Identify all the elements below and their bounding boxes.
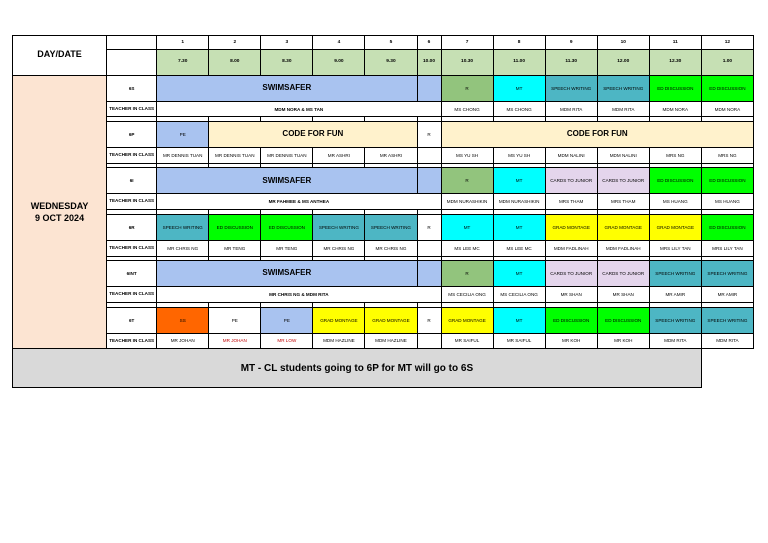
- period-time: 9.30: [365, 49, 417, 75]
- teacher-cell: MR FAHMEE & MS ANTHEA: [157, 194, 441, 210]
- teacher-cell: MDM FADLINAH: [545, 240, 597, 256]
- period-number: 10: [597, 36, 649, 50]
- teacher-cell: MRS NG: [649, 148, 701, 164]
- period-time: 12.00: [597, 49, 649, 75]
- period-number: 2: [209, 36, 261, 50]
- teacher-cell: MDM NURASHIKIN: [493, 194, 545, 210]
- period-number: 8: [493, 36, 545, 50]
- subject-cell: SWIMSAFER: [157, 75, 417, 101]
- teacher-cell: MDM RITA: [649, 333, 701, 349]
- period-number: 7: [441, 36, 493, 50]
- teacher-cell: MDM FADLINAH: [597, 240, 649, 256]
- subject-cell: SPEECH WRITING: [313, 214, 365, 240]
- subject-cell: MT: [493, 214, 545, 240]
- teacher-cell: MS CHONG: [493, 101, 545, 117]
- teacher-cell: MRS NG: [701, 148, 753, 164]
- teacher-cell: MDM NORA: [649, 101, 701, 117]
- teacher-cell: MR CHRIS NG: [365, 240, 417, 256]
- subject-cell: R: [417, 214, 441, 240]
- class-name: 6I: [107, 168, 157, 194]
- teacher-in-class-label: TEACHER IN CLASS: [107, 240, 157, 256]
- teacher-cell: MS YU SH: [493, 148, 545, 164]
- teacher-cell: MR SAIFUL: [441, 333, 493, 349]
- period-number: 6: [417, 36, 441, 50]
- period-number: 1: [157, 36, 209, 50]
- period-number-row: [13, 36, 754, 50]
- class-name: 6R: [107, 214, 157, 240]
- subject-cell: ED DISCUSSION: [701, 214, 753, 240]
- subject-cell: MT: [493, 261, 545, 287]
- class-subject-row: [13, 214, 754, 240]
- teacher-cell: MDM RITA: [597, 101, 649, 117]
- subject-cell: SWIMSAFER: [157, 168, 417, 194]
- subject-cell: ED DISCUSSION: [649, 75, 701, 101]
- subject-cell: CARDS TO JUNIOR: [597, 168, 649, 194]
- subject-cell: [417, 261, 441, 287]
- period-time: 11.00: [493, 49, 545, 75]
- subject-cell: CARDS TO JUNIOR: [545, 261, 597, 287]
- period-time: 8.30: [261, 49, 313, 75]
- period-number: 12: [701, 36, 753, 50]
- subject-cell: CODE FOR FUN: [209, 122, 417, 148]
- period-time: 9.00: [313, 49, 365, 75]
- subject-cell: CARDS TO JUNIOR: [597, 261, 649, 287]
- subject-cell: [417, 168, 441, 194]
- teacher-cell: MS CECILIA ONG: [493, 287, 545, 303]
- teacher-cell: MDM RITA: [701, 333, 753, 349]
- subject-cell: SPEECH WRITING: [365, 214, 417, 240]
- subject-cell: GRAD MONTAGE: [313, 307, 365, 333]
- teacher-cell: [417, 240, 441, 256]
- class-name: 6S: [107, 75, 157, 101]
- period-time-row: [13, 49, 754, 75]
- period-time: 11.30: [545, 49, 597, 75]
- subject-cell: MT: [441, 214, 493, 240]
- subject-cell: GRAD MONTAGE: [545, 214, 597, 240]
- teacher-cell: MS LEE MC: [493, 240, 545, 256]
- subject-cell: GRAD MONTAGE: [365, 307, 417, 333]
- teacher-cell: MR TENG: [261, 240, 313, 256]
- subject-cell: ED DISCUSSION: [209, 214, 261, 240]
- teacher-cell: MDM NALINI: [597, 148, 649, 164]
- teacher-cell: MR SHAN: [597, 287, 649, 303]
- subject-cell: [417, 75, 441, 101]
- subject-cell: GRAD MONTAGE: [649, 214, 701, 240]
- day-name: WEDNESDAY: [30, 200, 89, 211]
- teacher-row: [13, 194, 754, 210]
- period-number: 9: [545, 36, 597, 50]
- period-time: 10.00: [417, 49, 441, 75]
- class-subject-row: [13, 122, 754, 148]
- subject-cell: ED DISCUSSION: [701, 75, 753, 101]
- teacher-cell: [417, 333, 441, 349]
- teacher-cell: MS YU SH: [441, 148, 493, 164]
- class-name: 6INT: [107, 261, 157, 287]
- subject-cell: ED DISCUSSION: [701, 168, 753, 194]
- period-time: 10.30: [441, 49, 493, 75]
- subject-cell: ED DISCUSSION: [649, 168, 701, 194]
- teacher-cell: MR KOH: [597, 333, 649, 349]
- teacher-cell: MR ASHRI: [365, 148, 417, 164]
- teacher-cell: MR DENNIS TUAN: [157, 148, 209, 164]
- subject-cell: SPEECH WRITING: [649, 261, 701, 287]
- period-time: 8.00: [209, 49, 261, 75]
- subject-cell: MT: [493, 168, 545, 194]
- teacher-cell: MR AMIR: [701, 287, 753, 303]
- subject-cell: ED DISCUSSION: [261, 214, 313, 240]
- teacher-row: [13, 240, 754, 256]
- teacher-cell: MR CHRIS NG: [313, 240, 365, 256]
- day-date-label: DAY/DATE: [13, 36, 107, 76]
- class-subject-row: [13, 168, 754, 194]
- subject-cell: MT: [493, 75, 545, 101]
- timetable-body: [13, 36, 754, 388]
- subject-cell: GRAD MONTAGE: [441, 307, 493, 333]
- teacher-cell: MR ASHRI: [313, 148, 365, 164]
- teacher-cell: MR SHAN: [545, 287, 597, 303]
- period-time: 1.00: [701, 49, 753, 75]
- subject-cell: R: [417, 122, 441, 148]
- subject-cell: MT: [493, 307, 545, 333]
- footer-note: MT - CL students going to 6P for MT will go to 6S: [13, 349, 702, 388]
- teacher-row: [13, 148, 754, 164]
- teacher-cell: MR LOW: [261, 333, 313, 349]
- teacher-cell: MR DENNIS TUAN: [209, 148, 261, 164]
- subject-cell: PE: [261, 307, 313, 333]
- teacher-cell: MR CHRIS NG & MDM RITA: [157, 287, 441, 303]
- subject-cell: SPEECH WRITING: [545, 75, 597, 101]
- footer-note-row: [13, 349, 754, 388]
- day-cell: [13, 75, 107, 349]
- teacher-cell: MDM NORA & MS TAN: [157, 101, 441, 117]
- teacher-row: [13, 101, 754, 117]
- teacher-cell: MR DENNIS TUAN: [261, 148, 313, 164]
- period-time: 12.30: [649, 49, 701, 75]
- subject-cell: CODE FOR FUN: [441, 122, 753, 148]
- teacher-cell: MRS LILY TAN: [649, 240, 701, 256]
- period-number: 3: [261, 36, 313, 50]
- class-subject-row: [13, 261, 754, 287]
- teacher-in-class-label: TEACHER IN CLASS: [107, 194, 157, 210]
- teacher-cell: MDM NURASHIKIN: [441, 194, 493, 210]
- subject-cell: PE: [157, 122, 209, 148]
- subject-cell: R: [417, 307, 441, 333]
- class-subject-row: [13, 75, 754, 101]
- teacher-cell: MRS THAM: [545, 194, 597, 210]
- subject-cell: SPEECH WRITING: [649, 307, 701, 333]
- teacher-cell: MRS THAM: [597, 194, 649, 210]
- teacher-cell: MDM NORA: [701, 101, 753, 117]
- teacher-cell: MDM HAZLINE: [313, 333, 365, 349]
- teacher-cell: MR CHRIS NG: [157, 240, 209, 256]
- subject-cell: SS: [157, 307, 209, 333]
- subject-cell: ED DISCUSSION: [597, 307, 649, 333]
- subject-cell: CARDS TO JUNIOR: [545, 168, 597, 194]
- teacher-row: [13, 333, 754, 349]
- teacher-cell: MR KOH: [545, 333, 597, 349]
- class-subject-row: [13, 307, 754, 333]
- teacher-cell: MS HUANG: [649, 194, 701, 210]
- teacher-cell: MRS LILY TAN: [701, 240, 753, 256]
- teacher-cell: MR SAIFUL: [493, 333, 545, 349]
- blank-header-cell: [107, 36, 157, 50]
- teacher-in-class-label: TEACHER IN CLASS: [107, 287, 157, 303]
- subject-cell: R: [441, 75, 493, 101]
- teacher-cell: MDM HAZLINE: [365, 333, 417, 349]
- teacher-in-class-label: TEACHER IN CLASS: [107, 101, 157, 117]
- teacher-cell: MS CHONG: [441, 101, 493, 117]
- subject-cell: GRAD MONTAGE: [597, 214, 649, 240]
- teacher-cell: MR JOHAN: [209, 333, 261, 349]
- teacher-cell: MS LEE MC: [441, 240, 493, 256]
- subject-cell: SPEECH WRITING: [157, 214, 209, 240]
- teacher-cell: MS HUANG: [701, 194, 753, 210]
- teacher-in-class-label: TEACHER IN CLASS: [107, 148, 157, 164]
- subject-cell: SPEECH WRITING: [701, 307, 753, 333]
- teacher-in-class-label: TEACHER IN CLASS: [107, 333, 157, 349]
- subject-cell: R: [441, 168, 493, 194]
- teacher-cell: MDM NALINI: [545, 148, 597, 164]
- teacher-cell: MR TENG: [209, 240, 261, 256]
- teacher-row: [13, 287, 754, 303]
- timetable: [12, 35, 754, 388]
- period-number: 5: [365, 36, 417, 50]
- teacher-cell: MR JOHAN: [157, 333, 209, 349]
- subject-cell: SWIMSAFER: [157, 261, 417, 287]
- class-name: 6P: [107, 122, 157, 148]
- class-name: 6T: [107, 307, 157, 333]
- teacher-cell: MDM RITA: [545, 101, 597, 117]
- period-number: 11: [649, 36, 701, 50]
- subject-cell: ED DISCUSSION: [545, 307, 597, 333]
- blank-header-cell: [107, 49, 157, 75]
- teacher-cell: MS CECILIA ONG: [441, 287, 493, 303]
- period-number: 4: [313, 36, 365, 50]
- subject-cell: SPEECH WRITING: [701, 261, 753, 287]
- day-date: 9 OCT 2024: [35, 213, 85, 224]
- subject-cell: PE: [209, 307, 261, 333]
- subject-cell: SPEECH WRITING: [597, 75, 649, 101]
- teacher-cell: MR AMIR: [649, 287, 701, 303]
- subject-cell: R: [441, 261, 493, 287]
- teacher-cell: [417, 148, 441, 164]
- period-time: 7.30: [157, 49, 209, 75]
